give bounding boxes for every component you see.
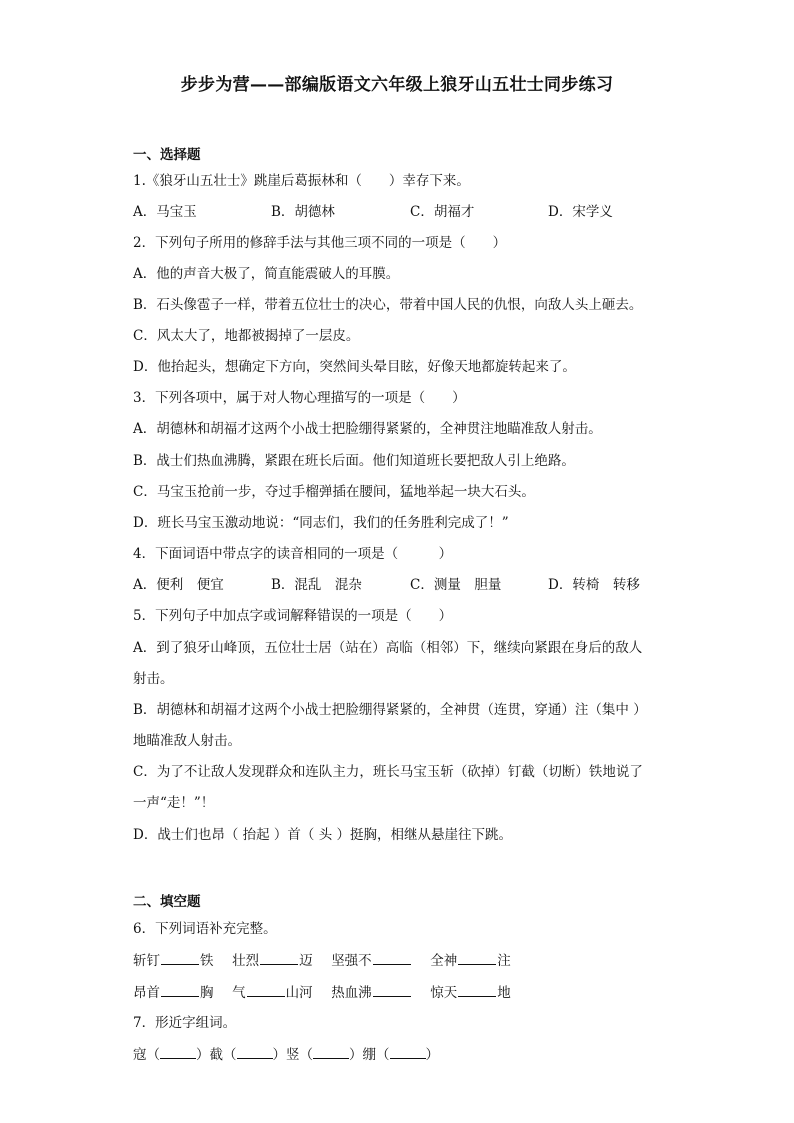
- fill-blank[interactable]: [161, 951, 199, 965]
- q6-word-7: 热血沸: [331, 985, 412, 1001]
- q2-option-a: A．他的声音大极了，简直能震破人的耳膜。: [133, 266, 400, 282]
- q6-word-3: 坚强不: [331, 953, 412, 969]
- q5-option-c-line1: C．为了不让敌人发现群众和连队主力，班长马宝玉斩（砍掉）钉截（切断）铁地说了: [133, 764, 643, 780]
- fill-blank[interactable]: [458, 983, 496, 997]
- q6-word-1: 斩钉 铁: [133, 953, 214, 969]
- q7-item-3: 竖（ ）: [286, 1047, 363, 1063]
- q6-word-2: 壮烈 迈: [232, 953, 313, 969]
- q3-option-a: A．胡德林和胡福才这两个小战士把脸绷得紧紧的，全神贯注地瞄准敌人射击。: [133, 421, 602, 437]
- q4-option-c: C．测量 胆量: [410, 577, 502, 593]
- q6-word-6: 气 山河: [232, 985, 313, 1001]
- q5-option-a-line1: A．到了狼牙山峰顶，五位壮士居（站在）高临（相邻）下，继续向紧跟在身后的敌人: [133, 640, 643, 656]
- q2-option-d: D．他抬起头，想确定下方向，突然间头晕目眩，好像天地都旋转起来了。: [133, 359, 576, 375]
- question-6-stem: 6．下列词语补充完整。: [133, 921, 277, 937]
- q5-option-b-line2: 地瞄准敌人射击。: [133, 733, 241, 749]
- q3-option-b: B．战士们热血沸腾，紧跟在班长后面。他们知道班长要把敌人引上绝路。: [133, 453, 575, 469]
- q7-item-2: 截（ ）: [209, 1047, 286, 1063]
- q6-word-5: 昂首 胸: [133, 985, 214, 1001]
- q6-word-8: 惊天 地: [430, 985, 511, 1001]
- q3-option-d: D．班长马宝玉激动地说：“同志们，我们的任务胜利完成了！”: [133, 515, 509, 531]
- q5-option-d: D．战士们也昂（ 抬起 ）首（ 头 ）挺胸，相继从悬崖往下跳。: [133, 827, 512, 843]
- fill-blank[interactable]: [260, 951, 298, 965]
- question-2-stem: 2．下列句子所用的修辞手法与其他三项不同的一项是（ ）: [133, 235, 507, 251]
- section-heading-fill: 二、填空题: [133, 894, 201, 910]
- q5-option-b-line1: B．胡德林和胡福才这两个小战士把脸绷得紧紧的，全神贯（连贯，穿通）注（集中 ）: [133, 702, 647, 718]
- q1-option-d: D．宋学义: [548, 204, 613, 220]
- q6-row-1: [133, 951, 511, 970]
- fill-blank[interactable]: [313, 1045, 349, 1059]
- fill-blank[interactable]: [390, 1045, 426, 1059]
- q6-row-2: [133, 983, 511, 1002]
- q4-option-d: D．转椅 转移: [548, 577, 640, 593]
- q5-option-a-line2: 射击。: [133, 671, 174, 687]
- q3-option-c: C．马宝玉抢前一步，夺过手榴弹插在腰间，猛地举起一块大石头。: [133, 484, 535, 500]
- fill-blank[interactable]: [247, 983, 285, 997]
- page-title: 步步为营——部编版语文六年级上狼牙山五壮士同步练习: [180, 75, 614, 95]
- q7-item-4: 绷（ ）: [362, 1047, 439, 1063]
- q4-option-a: A．便利 便宜: [133, 577, 224, 593]
- question-4-stem: 4．下面词语中带点字的读音相同的一项是（ ）: [133, 546, 453, 562]
- q2-option-c: C．风太大了，地都被揭掉了一层皮。: [133, 328, 360, 344]
- fill-blank[interactable]: [458, 951, 496, 965]
- fill-blank[interactable]: [161, 983, 199, 997]
- q4-option-b: B．混乱 混杂: [271, 577, 362, 593]
- q2-option-b: B．石头像雹子一样，带着五位壮士的决心，带着中国人民的仇恨，向敌人头上砸去。: [133, 297, 643, 313]
- q1-option-c: C．胡福才: [410, 204, 475, 220]
- fill-blank[interactable]: [160, 1045, 196, 1059]
- question-5-stem: 5．下列句子中加点字或词解释错误的一项是（ ）: [133, 608, 453, 624]
- fill-blank[interactable]: [237, 1045, 273, 1059]
- q6-word-4: 全神 注: [430, 953, 511, 969]
- fill-blank[interactable]: [373, 951, 411, 965]
- question-3-stem: 3．下列各项中，属于对人物心理描写的一项是（ ）: [133, 390, 466, 406]
- section-heading-choice: 一、选择题: [133, 147, 201, 163]
- q1-option-b: B．胡德林: [271, 204, 335, 220]
- q1-option-a: A．马宝玉: [133, 204, 197, 220]
- q7-row: [133, 1045, 439, 1064]
- q5-option-c-line2: 一声“走！”！: [133, 795, 215, 811]
- question-7-stem: 7．形近字组词。: [133, 1015, 237, 1031]
- q7-item-1: 寇（ ）: [133, 1047, 210, 1063]
- question-1-stem: 1.《狼牙山五壮士》跳崖后葛振林和（ ）幸存下来。: [133, 173, 470, 189]
- fill-blank[interactable]: [373, 983, 411, 997]
